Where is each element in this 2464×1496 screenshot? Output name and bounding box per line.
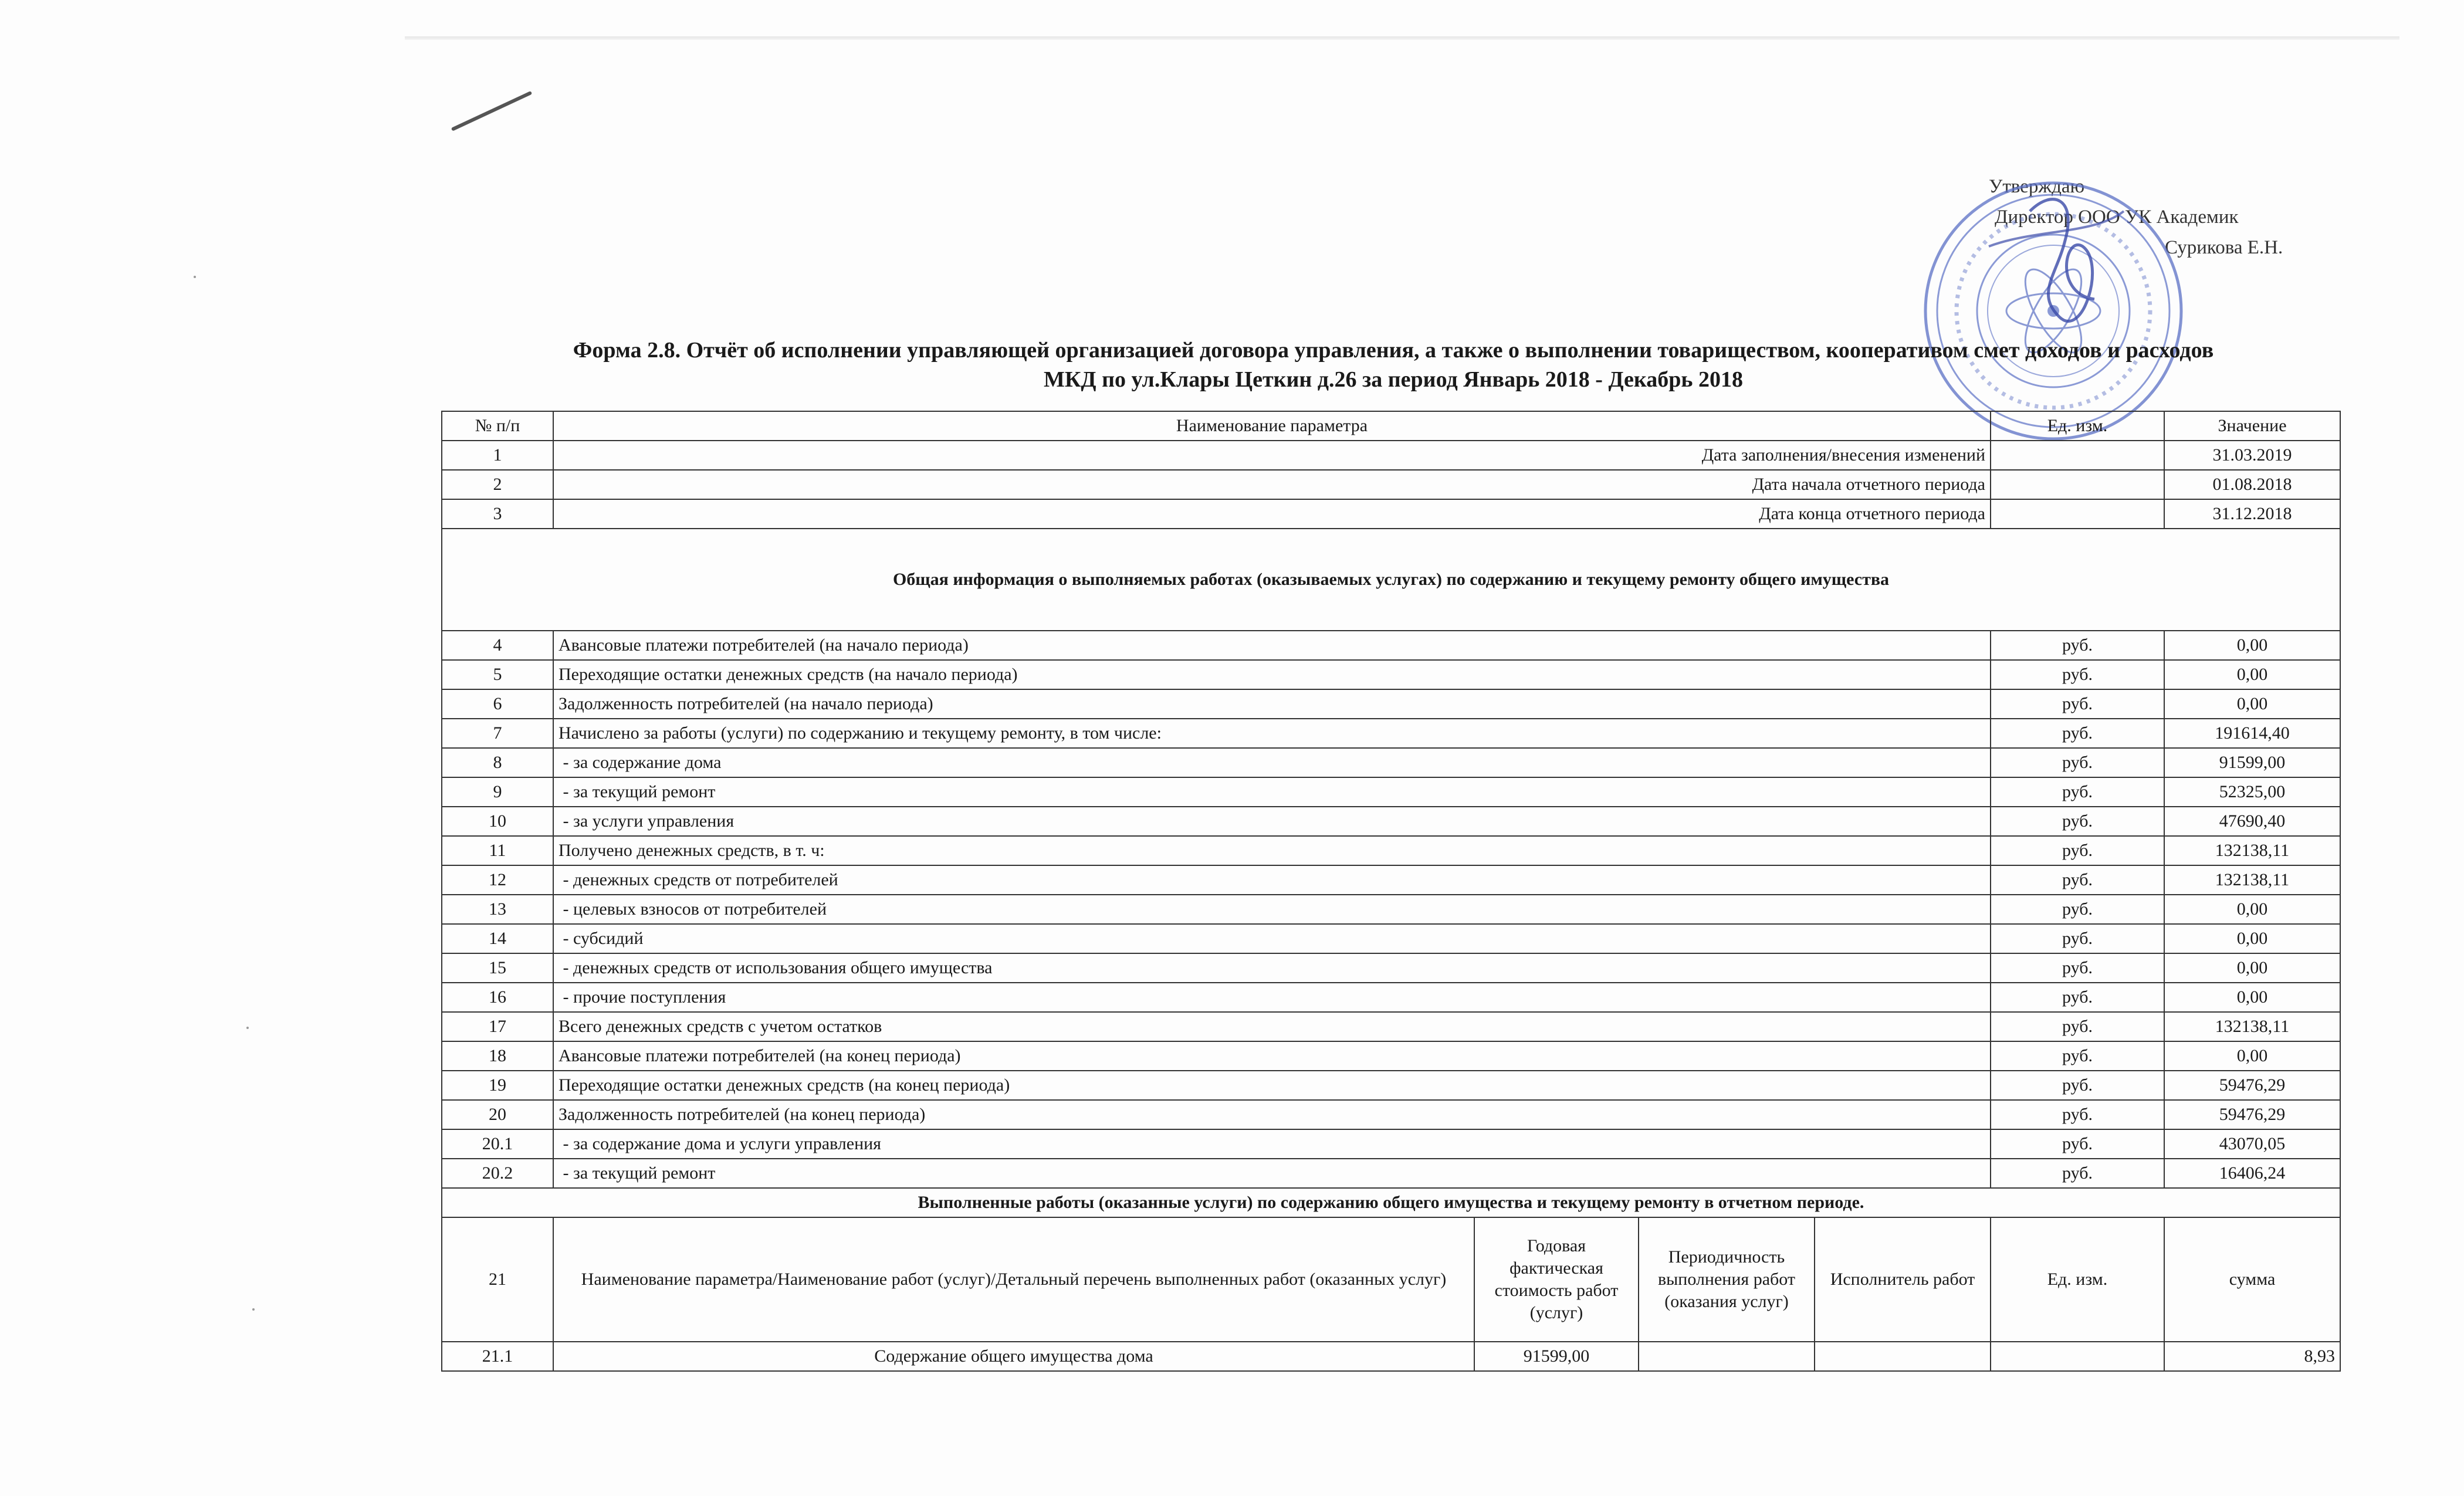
row-num: 19 (442, 1071, 553, 1100)
row-unit: руб. (1991, 953, 2164, 983)
row-num: 8 (442, 748, 553, 777)
row-value: 52325,00 (2164, 777, 2340, 807)
works-row-sum: 8,93 (2164, 1342, 2340, 1371)
row-name: - за текущий ремонт (553, 777, 1991, 807)
table-row (442, 1129, 2340, 1159)
row-name: Задолженность потребителей (на конец периода) (553, 1100, 1991, 1129)
row-value: 0,00 (2164, 631, 2340, 660)
row-name: - за услуги управления (553, 807, 1991, 836)
row-value: 31.12.2018 (2164, 499, 2340, 529)
row-name: - за текущий ремонт (553, 1159, 1991, 1188)
row-value: 47690,40 (2164, 807, 2340, 836)
section-row-works (442, 1188, 2340, 1217)
row-name: Дата начала отчетного периода (553, 470, 1991, 499)
table-row (442, 865, 2340, 895)
row-name: - денежных средств от потребителей (553, 865, 1991, 895)
header-name: Наименование параметра (553, 411, 1991, 441)
row-value: 43070,05 (2164, 1129, 2340, 1159)
row-num: 1 (442, 441, 553, 470)
row-name: Авансовые платежи потребителей (на начало периода) (553, 631, 1991, 660)
row-name: - целевых взносов от потребителей (553, 895, 1991, 924)
works-header-num: 21 (442, 1217, 553, 1342)
works-header-executor: Исполнитель работ (1815, 1217, 1991, 1342)
row-name: Дата заполнения/внесения изменений (553, 441, 1991, 470)
table-row (442, 748, 2340, 777)
row-unit: руб. (1991, 865, 2164, 895)
row-num: 15 (442, 953, 553, 983)
row-value: 59476,29 (2164, 1100, 2340, 1129)
table-row (442, 470, 2340, 499)
works-row-num: 21.1 (442, 1342, 553, 1371)
row-name: Начислено за работы (услуги) по содержанию и текущему ремонту, в том числе: (553, 719, 1991, 748)
works-header-period: Периодичность выполнения работ (оказания услуг) (1639, 1217, 1815, 1342)
table-row (442, 807, 2340, 836)
table-row (442, 441, 2340, 470)
row-unit: руб. (1991, 689, 2164, 719)
scan-speck (194, 276, 196, 278)
row-num: 5 (442, 660, 553, 689)
approval-line-1: Утверждаю (1989, 176, 2085, 197)
row-value: 0,00 (2164, 953, 2340, 983)
row-unit (1991, 470, 2164, 499)
table-row (442, 631, 2340, 660)
approval-line-2: Директор ООО УК Академик (1995, 207, 2239, 228)
row-num: 16 (442, 983, 553, 1012)
table-row (442, 689, 2340, 719)
scan-speck (252, 1308, 255, 1311)
row-value: 91599,00 (2164, 748, 2340, 777)
row-num: 12 (442, 865, 553, 895)
row-num: 9 (442, 777, 553, 807)
row-unit: руб. (1991, 1041, 2164, 1071)
row-value: 0,00 (2164, 660, 2340, 689)
works-row-unit (1991, 1342, 2164, 1371)
row-value: 132138,11 (2164, 865, 2340, 895)
works-header-sum: сумма (2164, 1217, 2340, 1342)
row-value: 31.03.2019 (2164, 441, 2340, 470)
header-unit: Ед. изм. (1991, 411, 2164, 441)
row-unit: руб. (1991, 631, 2164, 660)
row-value: 132138,11 (2164, 1012, 2340, 1041)
row-value: 0,00 (2164, 924, 2340, 953)
table-row (442, 924, 2340, 953)
form-title-line-1: Форма 2.8. Отчёт об исполнении управляющей организацией договора управления, а также о выполнении товариществом, кооперативом смет доходов и расходов (573, 338, 2214, 363)
row-unit: руб. (1991, 1129, 2164, 1159)
approval-line-3: Сурикова Е.Н. (2165, 237, 2283, 258)
row-unit: руб. (1991, 748, 2164, 777)
row-num: 2 (442, 470, 553, 499)
row-unit: руб. (1991, 777, 2164, 807)
table-row (442, 777, 2340, 807)
row-unit: руб. (1991, 660, 2164, 689)
table-row (442, 1041, 2340, 1071)
row-unit: руб. (1991, 983, 2164, 1012)
row-name: Переходящие остатки денежных средств (на конец периода) (553, 1071, 1991, 1100)
row-num: 20.1 (442, 1129, 553, 1159)
row-num: 7 (442, 719, 553, 748)
row-value: 59476,29 (2164, 1071, 2340, 1100)
row-name: - за содержание дома (553, 748, 1991, 777)
row-name: Получено денежных средств, в т. ч: (553, 836, 1991, 865)
scan-edge-line (405, 36, 2399, 40)
table-header-row (442, 411, 2340, 441)
form-title (446, 336, 2341, 394)
table-row (442, 719, 2340, 748)
table-row (442, 499, 2340, 529)
table-row (442, 983, 2340, 1012)
row-num: 20.2 (442, 1159, 553, 1188)
table-row (442, 895, 2340, 924)
row-value: 0,00 (2164, 1041, 2340, 1071)
form-title-line-2: МКД по ул.Клары Цеткин д.26 за период Январь 2018 - Декабрь 2018 (1044, 367, 1743, 392)
row-name: Дата конца отчетного периода (553, 499, 1991, 529)
table-row (442, 1100, 2340, 1129)
table-row (442, 1071, 2340, 1100)
table-row (442, 1012, 2340, 1041)
pen-mark (451, 91, 532, 131)
row-num: 20 (442, 1100, 553, 1129)
row-num: 17 (442, 1012, 553, 1041)
works-header-unit: Ед. изм. (1991, 1217, 2164, 1342)
row-num: 10 (442, 807, 553, 836)
row-num: 18 (442, 1041, 553, 1071)
row-num: 6 (442, 689, 553, 719)
row-unit (1991, 441, 2164, 470)
row-num: 13 (442, 895, 553, 924)
row-value: 191614,40 (2164, 719, 2340, 748)
row-unit: руб. (1991, 895, 2164, 924)
row-num: 11 (442, 836, 553, 865)
works-header-row (442, 1217, 2340, 1342)
row-name: Переходящие остатки денежных средств (на начало периода) (553, 660, 1991, 689)
row-name: - субсидий (553, 924, 1991, 953)
works-row-name: Содержание общего имущества дома (553, 1342, 1474, 1371)
works-row (442, 1342, 2340, 1371)
row-unit: руб. (1991, 1071, 2164, 1100)
table-row (442, 953, 2340, 983)
scan-speck (246, 1027, 249, 1029)
table-row (442, 1159, 2340, 1188)
row-name: Всего денежных средств с учетом остатков (553, 1012, 1991, 1041)
section-row-general-info (442, 529, 2340, 631)
works-header-name: Наименование параметра/Наименование работ (услуг)/Детальный перечень выполненных работ (оказанных услуг) (553, 1217, 1474, 1342)
row-num: 14 (442, 924, 553, 953)
row-unit: руб. (1991, 719, 2164, 748)
header-value: Значение (2164, 411, 2340, 441)
row-unit: руб. (1991, 836, 2164, 865)
works-row-period (1639, 1342, 1815, 1371)
row-name: - прочие поступления (553, 983, 1991, 1012)
row-value: 01.08.2018 (2164, 470, 2340, 499)
works-row-cost: 91599,00 (1474, 1342, 1639, 1371)
report-table (441, 411, 2341, 1372)
section-title-works: Выполненные работы (оказанные услуги) по содержанию общего имущества и текущему ремонту в отчетном периоде. (442, 1188, 2340, 1217)
row-unit: руб. (1991, 807, 2164, 836)
section-title-general-info: Общая информация о выполняемых работах (оказываемых услугах) по содержанию и текущему ремонту общего имущества (442, 529, 2340, 631)
row-name: - за содержание дома и услуги управления (553, 1129, 1991, 1159)
row-num: 4 (442, 631, 553, 660)
works-row-executor (1815, 1342, 1991, 1371)
company-seal-stamp (1918, 176, 2188, 446)
row-value: 16406,24 (2164, 1159, 2340, 1188)
row-value: 0,00 (2164, 983, 2340, 1012)
row-unit: руб. (1991, 1012, 2164, 1041)
table-row (442, 660, 2340, 689)
table-row (442, 836, 2340, 865)
row-name: Авансовые платежи потребителей (на конец периода) (553, 1041, 1991, 1071)
row-unit: руб. (1991, 1100, 2164, 1129)
row-value: 132138,11 (2164, 836, 2340, 865)
row-unit: руб. (1991, 924, 2164, 953)
row-unit: руб. (1991, 1159, 2164, 1188)
header-num: № п/п (442, 411, 553, 441)
row-value: 0,00 (2164, 895, 2340, 924)
row-value: 0,00 (2164, 689, 2340, 719)
works-header-cost: Годовая фактическая стоимость работ (услуг) (1474, 1217, 1639, 1342)
row-name: Задолженность потребителей (на начало периода) (553, 689, 1991, 719)
row-num: 3 (442, 499, 553, 529)
row-name: - денежных средств от использования общего имущества (553, 953, 1991, 983)
row-unit (1991, 499, 2164, 529)
